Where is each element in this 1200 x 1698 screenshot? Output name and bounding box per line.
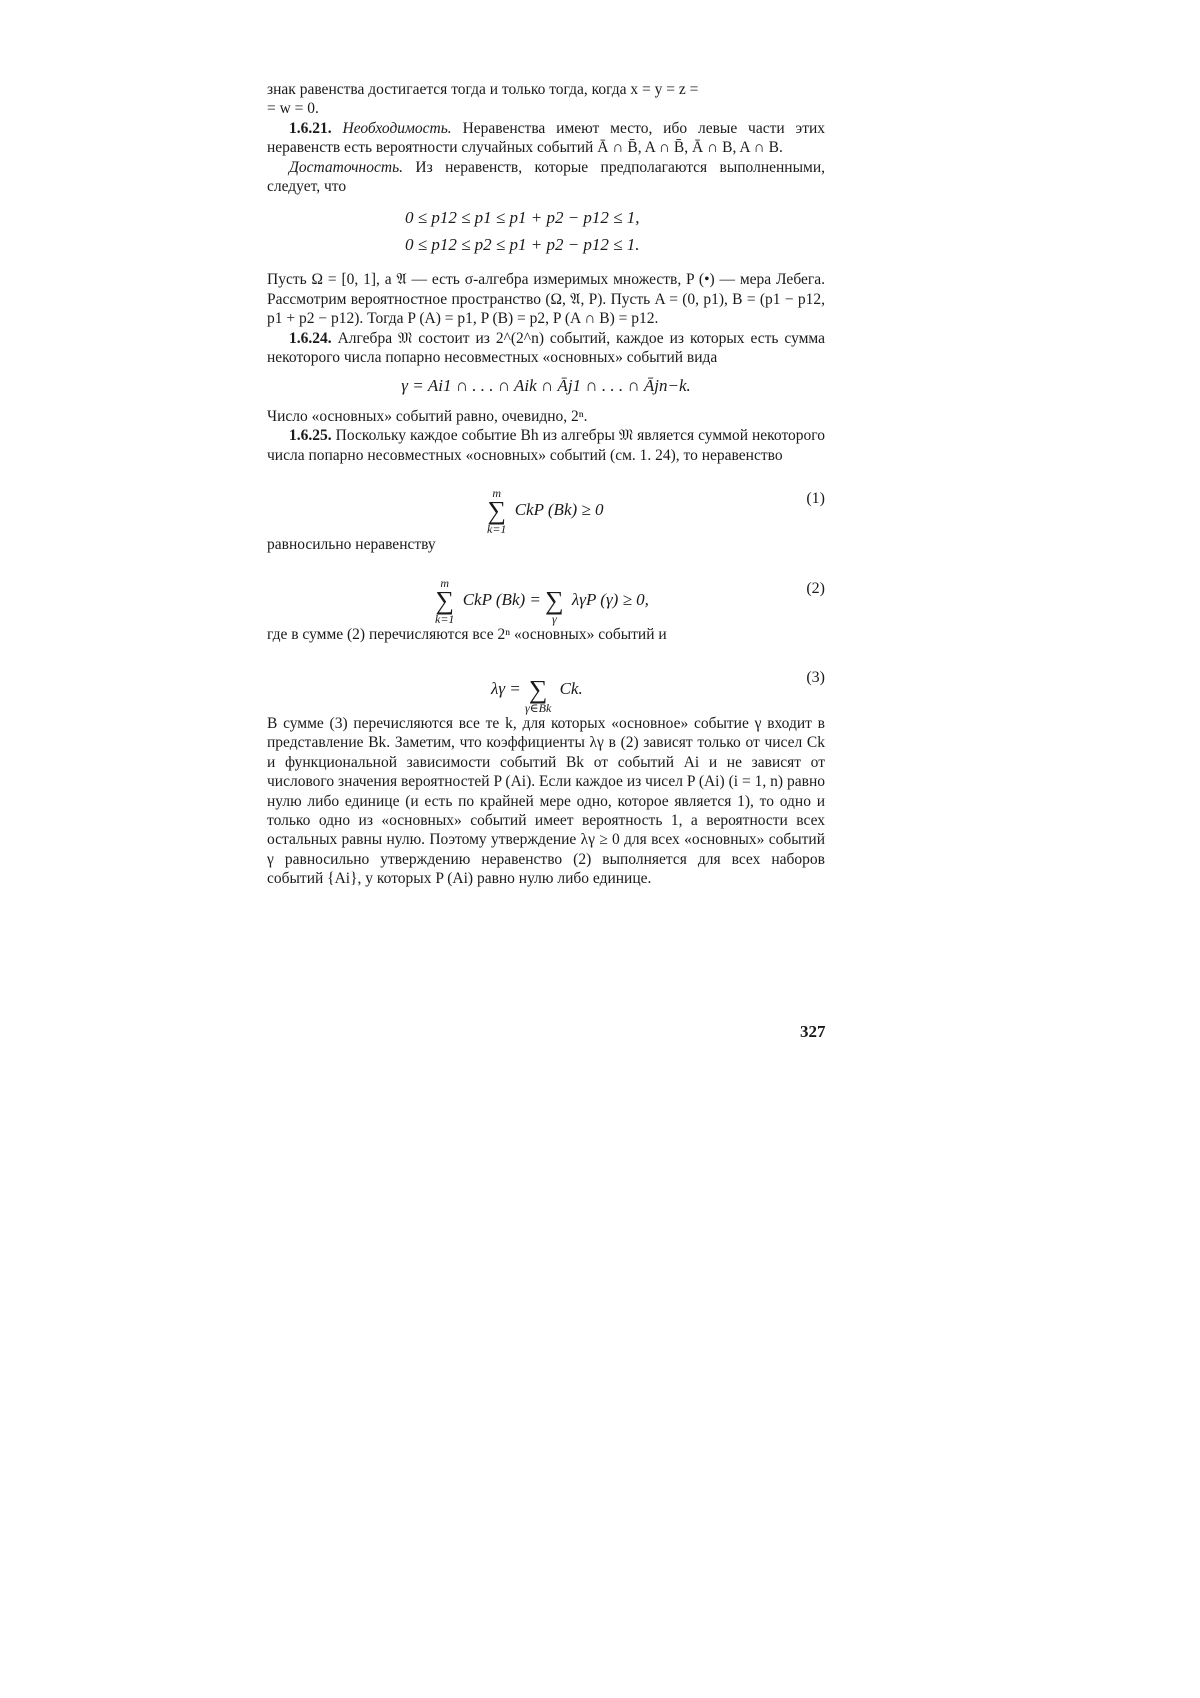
text-line: Число «основных» событий равно, очевидно, 2ⁿ. [267,407,588,425]
text-line: знак равенства достигается тогда и только тогда, когда x = y = z = [267,81,699,98]
equation-2 [267,559,825,626]
paragraph-text: Алгебра 𝔐 состоит из 2^(2^n) событий, каждое из которых есть сумма некоторого числа попарно несовместных «основных» событий вида [267,329,826,367]
equation-number: (3) [806,668,825,686]
inequality-1: 0 ≤ p12 ≤ p1 ≤ p1 + p2 − p12 ≤ 1, [405,208,640,228]
equation-lhs: λγ = [491,678,521,698]
equation-3 [267,648,825,715]
equation-1-formula [487,487,603,535]
paragraph-final: В сумме (3) перечисляются все те k, для которых «основное» событие γ входит в представление Bk. Заметим, что коэффициенты λγ в (2) зависят только от чисел Ck и функциональной зависимости событий Bk от событий Ai и не зависят от числового значения вероятностей P (Ai). Если каждое из чисел P (Ai) (i = 1, n) равно нулю либо единице (и есть по крайней мере одно, которое является 1), то одно и только одно из «основных» событий имеет вероятность 1, а вероятности всех остальных равны нулю. Поэтому утверждение λγ ≥ 0 для всех «основных» событий γ равносильно утверждению неравенство (2) выполняется для всех наборов событий {Ai}, у которых P (Ai) равно нулю либо единице. [267,714,825,888]
equation-1 [267,469,825,537]
sum-symbol: ∑ γ∈Bk [525,674,552,715]
page-number: 327 [800,1022,826,1041]
sum-symbol: ∑ γ [545,585,564,626]
paragraph-sufficiency [267,158,825,197]
section-title: Достаточность. [289,158,404,176]
inequality-block [267,204,825,258]
text-line: = w = 0. [267,100,319,118]
paragraph-text: Из неравенств, которые предполагаются выполненными, следует, что [267,158,825,196]
gamma-formula: γ = Ai1 ∩ . . . ∩ Aik ∩ Āj1 ∩ . . . ∩ Ājn−k. [401,376,691,396]
text-column [267,80,825,889]
equation-body: CkP (Bk) ≥ 0 [514,500,604,519]
equation-body: Ck. [559,678,583,698]
paragraph-1-6-25 [267,426,825,465]
equation-2-formula [435,577,649,625]
paragraph-text: Поскольку каждое событие Bh из алгебры 𝔐 является суммой некоторого числа попарно несовместных «основных» событий (см. 1. 24), то неравенство [267,427,826,464]
equation-3-formula [491,666,583,714]
text-line: где в сумме (2) перечисляются все 2ⁿ «основных» событий и [267,625,667,643]
section-number: 1.6.24. [289,329,332,347]
section-title: Необходимость. [342,119,452,137]
equation-number: (2) [806,579,825,597]
equation-body: CkP (Bk) = [462,589,541,609]
equation-number: (1) [806,490,825,508]
sum-symbol: m ∑ k=1 [435,575,455,626]
paragraph-omega: Пусть Ω = [0, 1], а 𝔄 — есть σ-алгебра измеримых множеств, P (•) — мера Лебега. Рассмотрим вероятностное пространство (Ω, 𝔄, P). Пусть A = (0, p1), B = (p1 − p12, p1 + p2 − p12). Тогда P (A) = p1, P (B) = p2, P (A ∩ B) = p12. [267,271,825,328]
paragraph-1-6-21 [267,119,825,158]
paragraph-text: Неравенства имеют место, ибо левые части этих неравенств есть вероятности случайных событий Ā ∩ B̄, A ∩ B̄, Ā ∩ B, A ∩ B. [267,119,826,157]
inequality-2: 0 ≤ p12 ≤ p2 ≤ p1 + p2 − p12 ≤ 1. [405,235,640,255]
equation-body: λγP (γ) ≥ 0, [571,589,649,609]
section-number: 1.6.21. [289,119,332,137]
sum-symbol: m ∑ k=1 [487,486,507,537]
paragraph-1-6-24 [267,329,825,368]
text-line: равносильно неравенству [267,536,436,554]
section-number: 1.6.25. [289,427,332,445]
